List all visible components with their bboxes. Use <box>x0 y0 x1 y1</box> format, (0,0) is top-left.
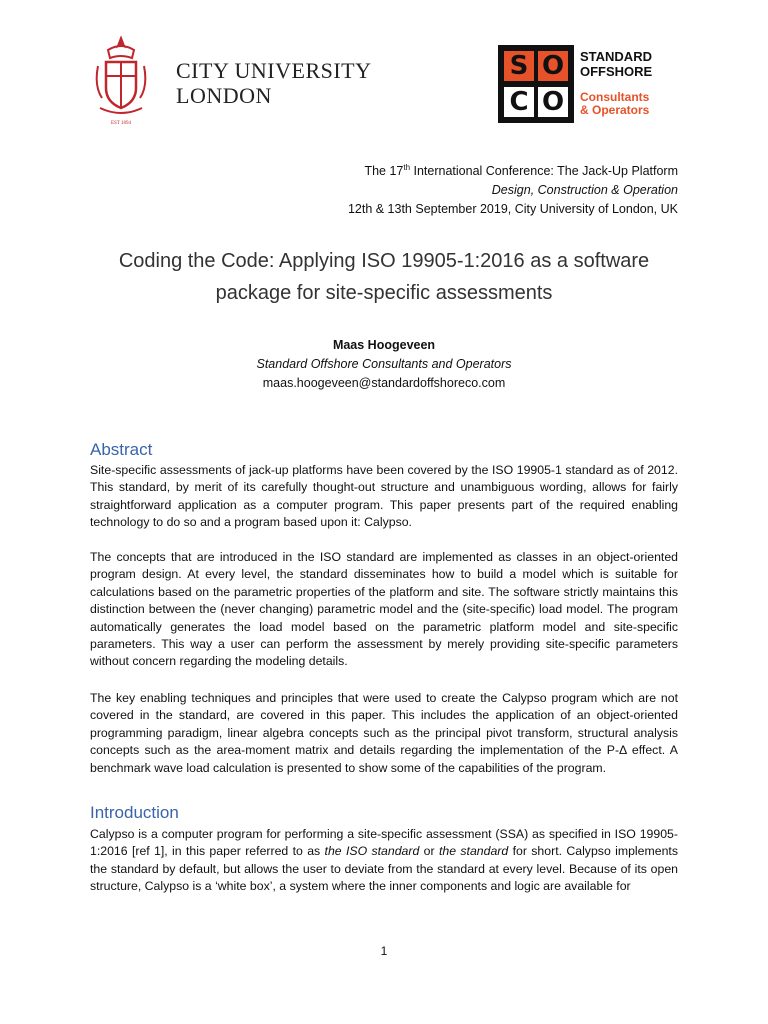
paper-title: Coding the Code: Applying ISO 19905-1:2016 as a software package for site-specific assessments <box>118 250 650 304</box>
abstract-paragraph-3: The key enabling techniques and principles that were used to create the Calypso program which are not covered in the standard, are covered in this paper. This includes the application of an object-oriented programming paradigm, linear algebra concepts such as the principal pivot transform, structural analysis concepts such as the area-moment matrix and details regarding the implementation of the P-Δ effect. A benchmark wave load calculation is presented to show some of the capabilities of the program. <box>90 691 678 775</box>
author-block <box>0 336 768 393</box>
so-letter-1: S <box>509 51 529 81</box>
abstract-paragraph-1: Site-specific assessments of jack-up platforms have been covered by the ISO 19905-1 standard as of 2012. This standard, by merit of its carefully thought-out structure and unambiguous wording, allows for fairly straightforward application as a computer program. This paper presents part of the required enabling technology to do so and a program based upon it: Calypso. <box>90 463 678 530</box>
abstract-heading: Abstract <box>90 440 153 459</box>
conference-date-location: 12th & 13th September 2019, City University of London, UK <box>347 202 678 216</box>
conference-title: The 17th International Conference: The Jack-Up Platform <box>364 162 678 178</box>
city-university-crest-icon <box>94 36 148 128</box>
city-line1: CITY UNIVERSITY <box>176 58 372 83</box>
conference-subtitle: Design, Construction & Operation <box>491 183 678 197</box>
so-co-box-icon <box>498 45 574 123</box>
author-affiliation: Standard Offshore Consultants and Operators <box>256 357 512 371</box>
abstract-paragraph-2: The concepts that are introduced in the ISO standard are implemented as classes in an object-oriented program design. At every level, the standard disseminates how to build a model which is suitable for calculations based on the parametric properties of the platform and site. The software strictly maintains this distinction between the (never changing) parametric model and the (site-specific) load model. The program automatically generates the load model based on the parametric platform model and site-specific parameters. This way a user can perform the assessment by merely providing site-specific parameters without concern regarding the modeling details. <box>90 550 678 669</box>
so-letter-3: C <box>509 87 529 117</box>
introduction-heading: Introduction <box>90 803 179 822</box>
page-number: 1 <box>380 944 388 958</box>
city-university-logo <box>94 36 374 128</box>
city-line2: LONDON <box>176 83 272 108</box>
so-letter-4: O <box>541 87 565 117</box>
conference-info <box>348 162 678 219</box>
introduction-paragraph-1: Calypso is a computer program for performing a site-specific assessment (SSA) as specified in ISO 19905-1:2016 [ref 1], in this paper referred to as the ISO standard or the standard for short. Calypso implements the standard by default, but allows the user to deviate from the standard at every level. Because of its open structure, Calypso is a ‘white box’, a system where the inner components and logic are available for <box>90 827 678 894</box>
so-letter-2: O <box>541 51 565 81</box>
author-email: maas.hoogeveen@standardoffshoreco.com <box>262 376 506 390</box>
so-company-tagline: Consultants & Operators <box>580 90 650 117</box>
author-name: Maas Hoogeveen <box>332 338 436 352</box>
standard-offshore-logo <box>498 45 678 125</box>
crest-est-text: EST 1894 <box>110 121 132 126</box>
city-university-wordmark <box>176 58 372 108</box>
so-company-name: STANDARD OFFSHORE <box>580 49 653 79</box>
